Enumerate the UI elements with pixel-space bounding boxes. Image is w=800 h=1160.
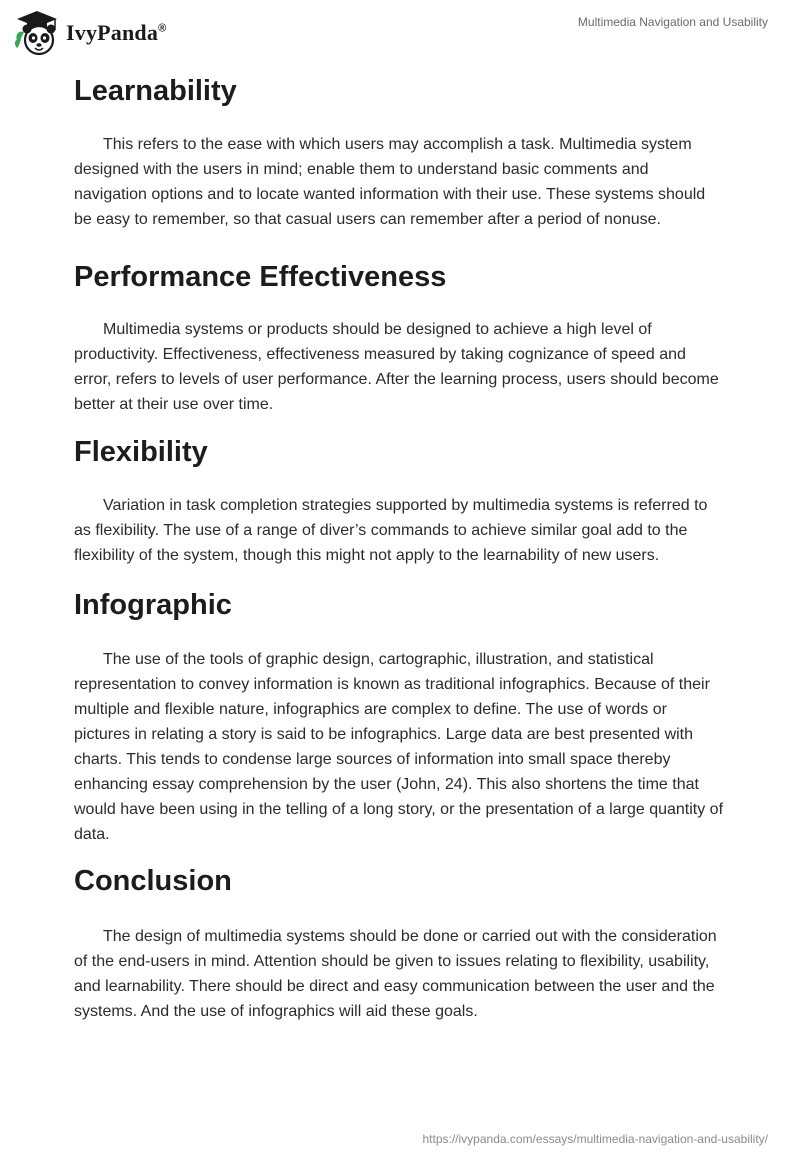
document-title: Multimedia Navigation and Usability: [577, 15, 768, 29]
section-infographic: [74, 582, 724, 847]
section-paragraph: This refers to the ease with which users may accomplish a task. Multimedia system designed with the users in mind; enable them to understand basic comments and navigation options and to locate wanted information with their use. These systems should be easy to remember, so that casual users can remember after a period of nonuse.: [74, 136, 706, 228]
section-heading: Performance Effectiveness: [74, 261, 447, 293]
page-header: [0, 0, 800, 62]
ivypanda-logo[interactable]: [12, 8, 166, 58]
section-heading: Flexibility: [74, 436, 208, 468]
brand-name: IvyPanda®: [66, 20, 167, 45]
section-performance-effectiveness: [74, 254, 724, 417]
section-heading: Learnability: [74, 75, 237, 107]
section-heading: Infographic: [74, 589, 232, 621]
section-paragraph: The use of the tools of graphic design, cartographic, illustration, and statistical representation to convey information is known as traditional infographics. Because of their multiple and flexible nature, infographics are complex to define. The use of words or pictures in relating a story is said to be infographics. Large data are best presented with charts. This tends to condense large sources of information into small space thereby enhancing essay comprehension by the user (John, 24). This also shortens the time that would have been using in the telling of a long story, or the presentation of a large quantity of data.: [74, 651, 724, 843]
panda-logo-icon: [12, 8, 62, 58]
source-url-link[interactable]: https://ivypanda.com/essays/multimedia-navigation-and-usability/: [422, 1132, 768, 1146]
section-learnability: [74, 68, 724, 232]
section-paragraph: Variation in task completion strategies supported by multimedia systems is referred to as flexibility. The use of a range of diver’s commands to achieve similar goal add to the flexibility of the system, though this might not apply to the learnability of new users.: [74, 497, 708, 564]
section-flexibility: [74, 429, 724, 568]
section-paragraph: The design of multimedia systems should be done or carried out with the consideration of the end-users in mind. Attention should be given to issues relating to flexibility, usability, and learnability. There should be direct and easy communication between the user and the systems. And the use of infographics will aid these goals.: [74, 928, 717, 1020]
essay-body: [74, 68, 724, 1024]
section-paragraph: Multimedia systems or products should be designed to achieve a high level of productivity. Effectiveness, effectiveness measured by taking cognizance of speed and error, refers to levels of user performance. After the learning process, users should become better at their use over time.: [74, 321, 719, 413]
section-heading: Conclusion: [74, 865, 232, 897]
section-conclusion: [74, 858, 724, 1024]
